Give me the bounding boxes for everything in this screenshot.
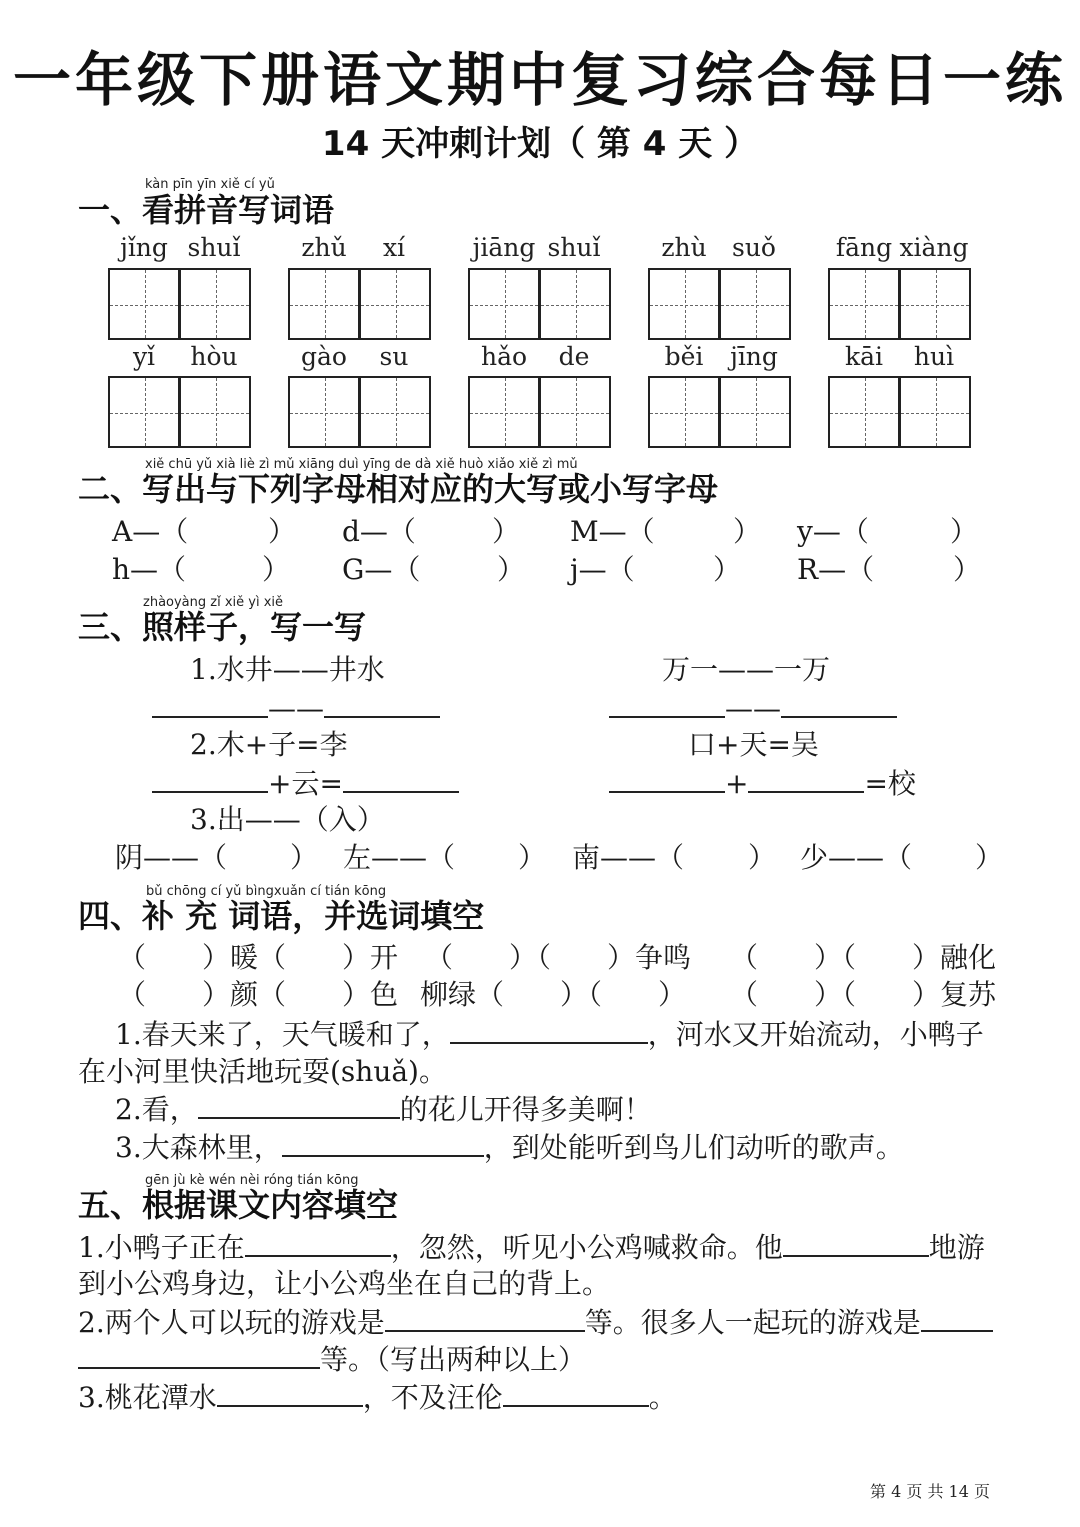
letter-item: A—（ xyxy=(112,515,189,548)
answer-blank[interactable] xyxy=(217,1379,363,1407)
section-1-pinyin: kàn pīn yīn xiě cí yǔ xyxy=(145,177,275,192)
tianzige-box[interactable] xyxy=(648,376,720,448)
tianzige-box[interactable] xyxy=(468,376,540,448)
fill-1-right: —— xyxy=(609,690,897,727)
pinyin-syllable: hǎo xyxy=(480,342,528,371)
pinyin-syllable: hòu xyxy=(190,342,238,371)
grid-guide-line xyxy=(830,305,898,306)
answer-blank[interactable] xyxy=(385,1304,585,1332)
pinyin-syllable: xiàng xyxy=(899,233,969,262)
grid-guide-line xyxy=(396,378,397,446)
opposite-close: ） xyxy=(290,841,319,874)
letter-item: y—（ xyxy=(797,515,869,548)
tianzige-box[interactable] xyxy=(719,268,791,340)
answer-blank[interactable] xyxy=(450,1016,648,1044)
pinyin-syllable: suǒ xyxy=(732,233,776,262)
grid-guide-line xyxy=(145,378,146,446)
tianzige-box[interactable] xyxy=(288,376,360,448)
section-4-pinyin: bǔ chōng cí yǔ bìngxuǎn cí tián kōng xyxy=(146,884,387,899)
section-2-pinyin: xiě chū yǔ xià liè zì mǔ xiāng duì yīng de dà xiě huò xiǎo xiě zì mǔ xyxy=(145,457,578,472)
letter-close: ） xyxy=(492,515,521,548)
pinyin-syllable: jīng xyxy=(730,342,778,371)
example-3: 3.出——（入） xyxy=(190,803,385,836)
grid-guide-line xyxy=(576,270,577,338)
word-fill-item: 柳绿（ ）（ ） xyxy=(420,978,687,1011)
pinyin-syllable: huì xyxy=(913,342,955,371)
pinyin-syllable: gào xyxy=(301,342,347,371)
answer-blank[interactable] xyxy=(198,1091,400,1119)
tianzige-box[interactable] xyxy=(828,376,900,448)
pinyin-syllable: de xyxy=(558,342,590,371)
tianzige-box[interactable] xyxy=(539,376,611,448)
grid-guide-line xyxy=(505,378,506,446)
grid-guide-line xyxy=(110,305,178,306)
grid-guide-line xyxy=(145,270,146,338)
opposite-item: 南——（ xyxy=(572,841,685,874)
grid-guide-line xyxy=(361,305,429,306)
example-2-left: 2.木+子=李 xyxy=(190,728,348,761)
tianzige-box[interactable] xyxy=(359,376,431,448)
pinyin-syllable: běi xyxy=(664,342,704,371)
grid-guide-line xyxy=(830,413,898,414)
section-3-pinyin: zhàoyàng zǐ xiě yì xiě xyxy=(143,595,284,610)
question-4-3: 3.大森林里， ，到处能听到鸟儿们动听的歌声。 xyxy=(115,1131,904,1164)
section-4-heading: 四、补 充 词语，并选词填空 xyxy=(78,897,485,935)
grid-guide-line xyxy=(181,305,249,306)
word-fill-item: （ ）（ ）复苏 xyxy=(730,978,997,1011)
grid-guide-line xyxy=(290,305,358,306)
letter-item: R—（ xyxy=(797,553,875,586)
tianzige-box[interactable] xyxy=(108,376,180,448)
answer-blank[interactable] xyxy=(152,690,268,718)
grid-guide-line xyxy=(685,270,686,338)
example-2-right: 口+天=吴 xyxy=(688,728,819,761)
letter-close: ） xyxy=(268,515,297,548)
section-5-heading: 五、根据课文内容填空 xyxy=(78,1186,399,1224)
tianzige-box[interactable] xyxy=(359,268,431,340)
answer-blank[interactable] xyxy=(343,765,459,793)
grid-guide-line xyxy=(576,378,577,446)
opposite-close: ） xyxy=(975,841,1004,874)
pinyin-syllable: yǐ xyxy=(132,342,156,371)
answer-blank[interactable] xyxy=(783,1229,929,1257)
grid-guide-line xyxy=(541,305,609,306)
fill-2-right: + =校 xyxy=(609,765,916,802)
grid-guide-line xyxy=(865,270,866,338)
grid-guide-line xyxy=(325,270,326,338)
letter-close: ） xyxy=(497,553,526,586)
answer-blank[interactable] xyxy=(245,1229,391,1257)
grid-guide-line xyxy=(541,413,609,414)
tianzige-box[interactable] xyxy=(288,268,360,340)
section-1-heading: 一、看拼音写词语 xyxy=(78,191,335,229)
grid-guide-line xyxy=(216,378,217,446)
question-5-2: 2.两个人可以玩的游戏是 等。很多人一起玩的游戏是 xyxy=(78,1304,993,1341)
opposite-close: ） xyxy=(518,841,547,874)
section-2-heading: 二、写出与下列字母相对应的大写或小写字母 xyxy=(78,470,719,508)
section-5-pinyin: gēn jù kè wén nèi róng tián kōng xyxy=(145,1173,359,1188)
answer-blank[interactable] xyxy=(748,765,864,793)
letter-close: ） xyxy=(713,553,742,586)
pinyin-syllable: kāi xyxy=(844,342,884,371)
grid-guide-line xyxy=(685,378,686,446)
answer-blank[interactable] xyxy=(609,765,725,793)
grid-guide-line xyxy=(325,378,326,446)
answer-blank[interactable] xyxy=(781,690,897,718)
pinyin-syllable: shuǐ xyxy=(187,233,241,262)
tianzige-box[interactable] xyxy=(108,268,180,340)
tianzige-box[interactable] xyxy=(179,376,251,448)
grid-guide-line xyxy=(470,413,538,414)
grid-guide-line xyxy=(721,413,789,414)
grid-guide-line xyxy=(181,413,249,414)
question-4-1: 1.春天来了，天气暖和了， ，河水又开始流动，小鸭子 xyxy=(115,1018,984,1051)
pinyin-syllable: jiāng xyxy=(472,233,536,262)
section-3-heading: 三、照样子，写一写 xyxy=(78,608,367,646)
grid-guide-line xyxy=(936,270,937,338)
tianzige-box[interactable] xyxy=(539,268,611,340)
grid-guide-line xyxy=(936,378,937,446)
grid-guide-line xyxy=(650,413,718,414)
grid-guide-line xyxy=(110,413,178,414)
answer-blank[interactable] xyxy=(609,690,725,718)
pinyin-syllable: su xyxy=(379,342,409,371)
letter-item: M—（ xyxy=(570,515,655,548)
answer-blank[interactable] xyxy=(921,1304,993,1332)
pinyin-syllable: fāng xyxy=(835,233,893,262)
tianzige-box[interactable] xyxy=(179,268,251,340)
tianzige-box[interactable] xyxy=(899,376,971,448)
grid-guide-line xyxy=(470,305,538,306)
page-title: 一年级下册语文期中复习综合每日一练 xyxy=(12,46,1067,114)
grid-guide-line xyxy=(756,270,757,338)
word-fill-item: （ ）（ ）融化 xyxy=(730,941,997,974)
grid-guide-line xyxy=(901,305,969,306)
tianzige-box[interactable] xyxy=(468,268,540,340)
word-fill-item: （ ）暖（ ）开 xyxy=(118,941,399,974)
pinyin-syllable: xí xyxy=(382,233,406,262)
grid-guide-line xyxy=(721,305,789,306)
grid-guide-line xyxy=(756,378,757,446)
question-5-3: 3.桃花潭水 ，不及汪伦 。 xyxy=(78,1381,677,1414)
opposite-item: 少——（ xyxy=(800,841,913,874)
question-4-1-cont: 在小河里快活地玩耍(shuǎ)。 xyxy=(78,1055,447,1088)
grid-guide-line xyxy=(290,413,358,414)
letter-close: ） xyxy=(733,515,762,548)
page-number: 第 4 页 共 14 页 xyxy=(870,1482,990,1501)
grid-guide-line xyxy=(901,413,969,414)
answer-blank[interactable] xyxy=(503,1379,649,1407)
page-subtitle: 14 天冲刺计划（ 第 4 天 ） xyxy=(321,124,759,164)
answer-blank[interactable] xyxy=(78,1341,320,1369)
grid-guide-line xyxy=(361,413,429,414)
letter-item: G—（ xyxy=(342,553,421,586)
pinyin-syllable: zhù xyxy=(661,233,707,262)
answer-blank[interactable] xyxy=(152,765,268,793)
tianzige-box[interactable] xyxy=(828,268,900,340)
grid-guide-line xyxy=(216,270,217,338)
example-1-left: 1.水井——井水 xyxy=(190,653,385,686)
example-1-right: 万一——一万 xyxy=(662,653,831,686)
grid-guide-line xyxy=(865,378,866,446)
fill-2-left: +云= xyxy=(152,765,459,802)
tianzige-box[interactable] xyxy=(899,268,971,340)
question-5-1: 1.小鸭子正在 ，忽然，听见小公鸡喊救命。他 地游 xyxy=(78,1231,985,1264)
grid-guide-line xyxy=(650,305,718,306)
letter-close: ） xyxy=(262,553,291,586)
question-5-2-cont: 等。（写出两种以上） xyxy=(78,1341,586,1378)
letter-close: ） xyxy=(953,553,982,586)
opposite-close: ） xyxy=(748,841,777,874)
answer-blank[interactable] xyxy=(282,1129,484,1157)
tianzige-box[interactable] xyxy=(719,376,791,448)
letter-item: d—（ xyxy=(342,515,416,548)
question-5-1-cont: 到小公鸡身边，让小公鸡坐在自己的背上。 xyxy=(78,1267,611,1300)
letter-item: j—（ xyxy=(570,553,635,586)
pinyin-syllable: zhǔ xyxy=(301,233,347,262)
question-4-2: 2.看， 的花儿开得多美啊！ xyxy=(115,1093,652,1126)
answer-blank[interactable] xyxy=(324,690,440,718)
opposite-item: 左——（ xyxy=(343,841,456,874)
word-fill-item: （ ）颜（ ）色 xyxy=(118,978,399,1011)
letter-item: h—（ xyxy=(112,553,187,586)
pinyin-syllable: jǐng xyxy=(120,233,168,262)
tianzige-box[interactable] xyxy=(648,268,720,340)
letter-close: ） xyxy=(950,515,979,548)
grid-guide-line xyxy=(396,270,397,338)
fill-1-left: —— xyxy=(152,690,440,727)
word-fill-item: （ ）（ ）争鸣 xyxy=(425,941,692,974)
grid-guide-line xyxy=(505,270,506,338)
opposite-item: 阴——（ xyxy=(115,841,228,874)
pinyin-syllable: shuǐ xyxy=(547,233,601,262)
